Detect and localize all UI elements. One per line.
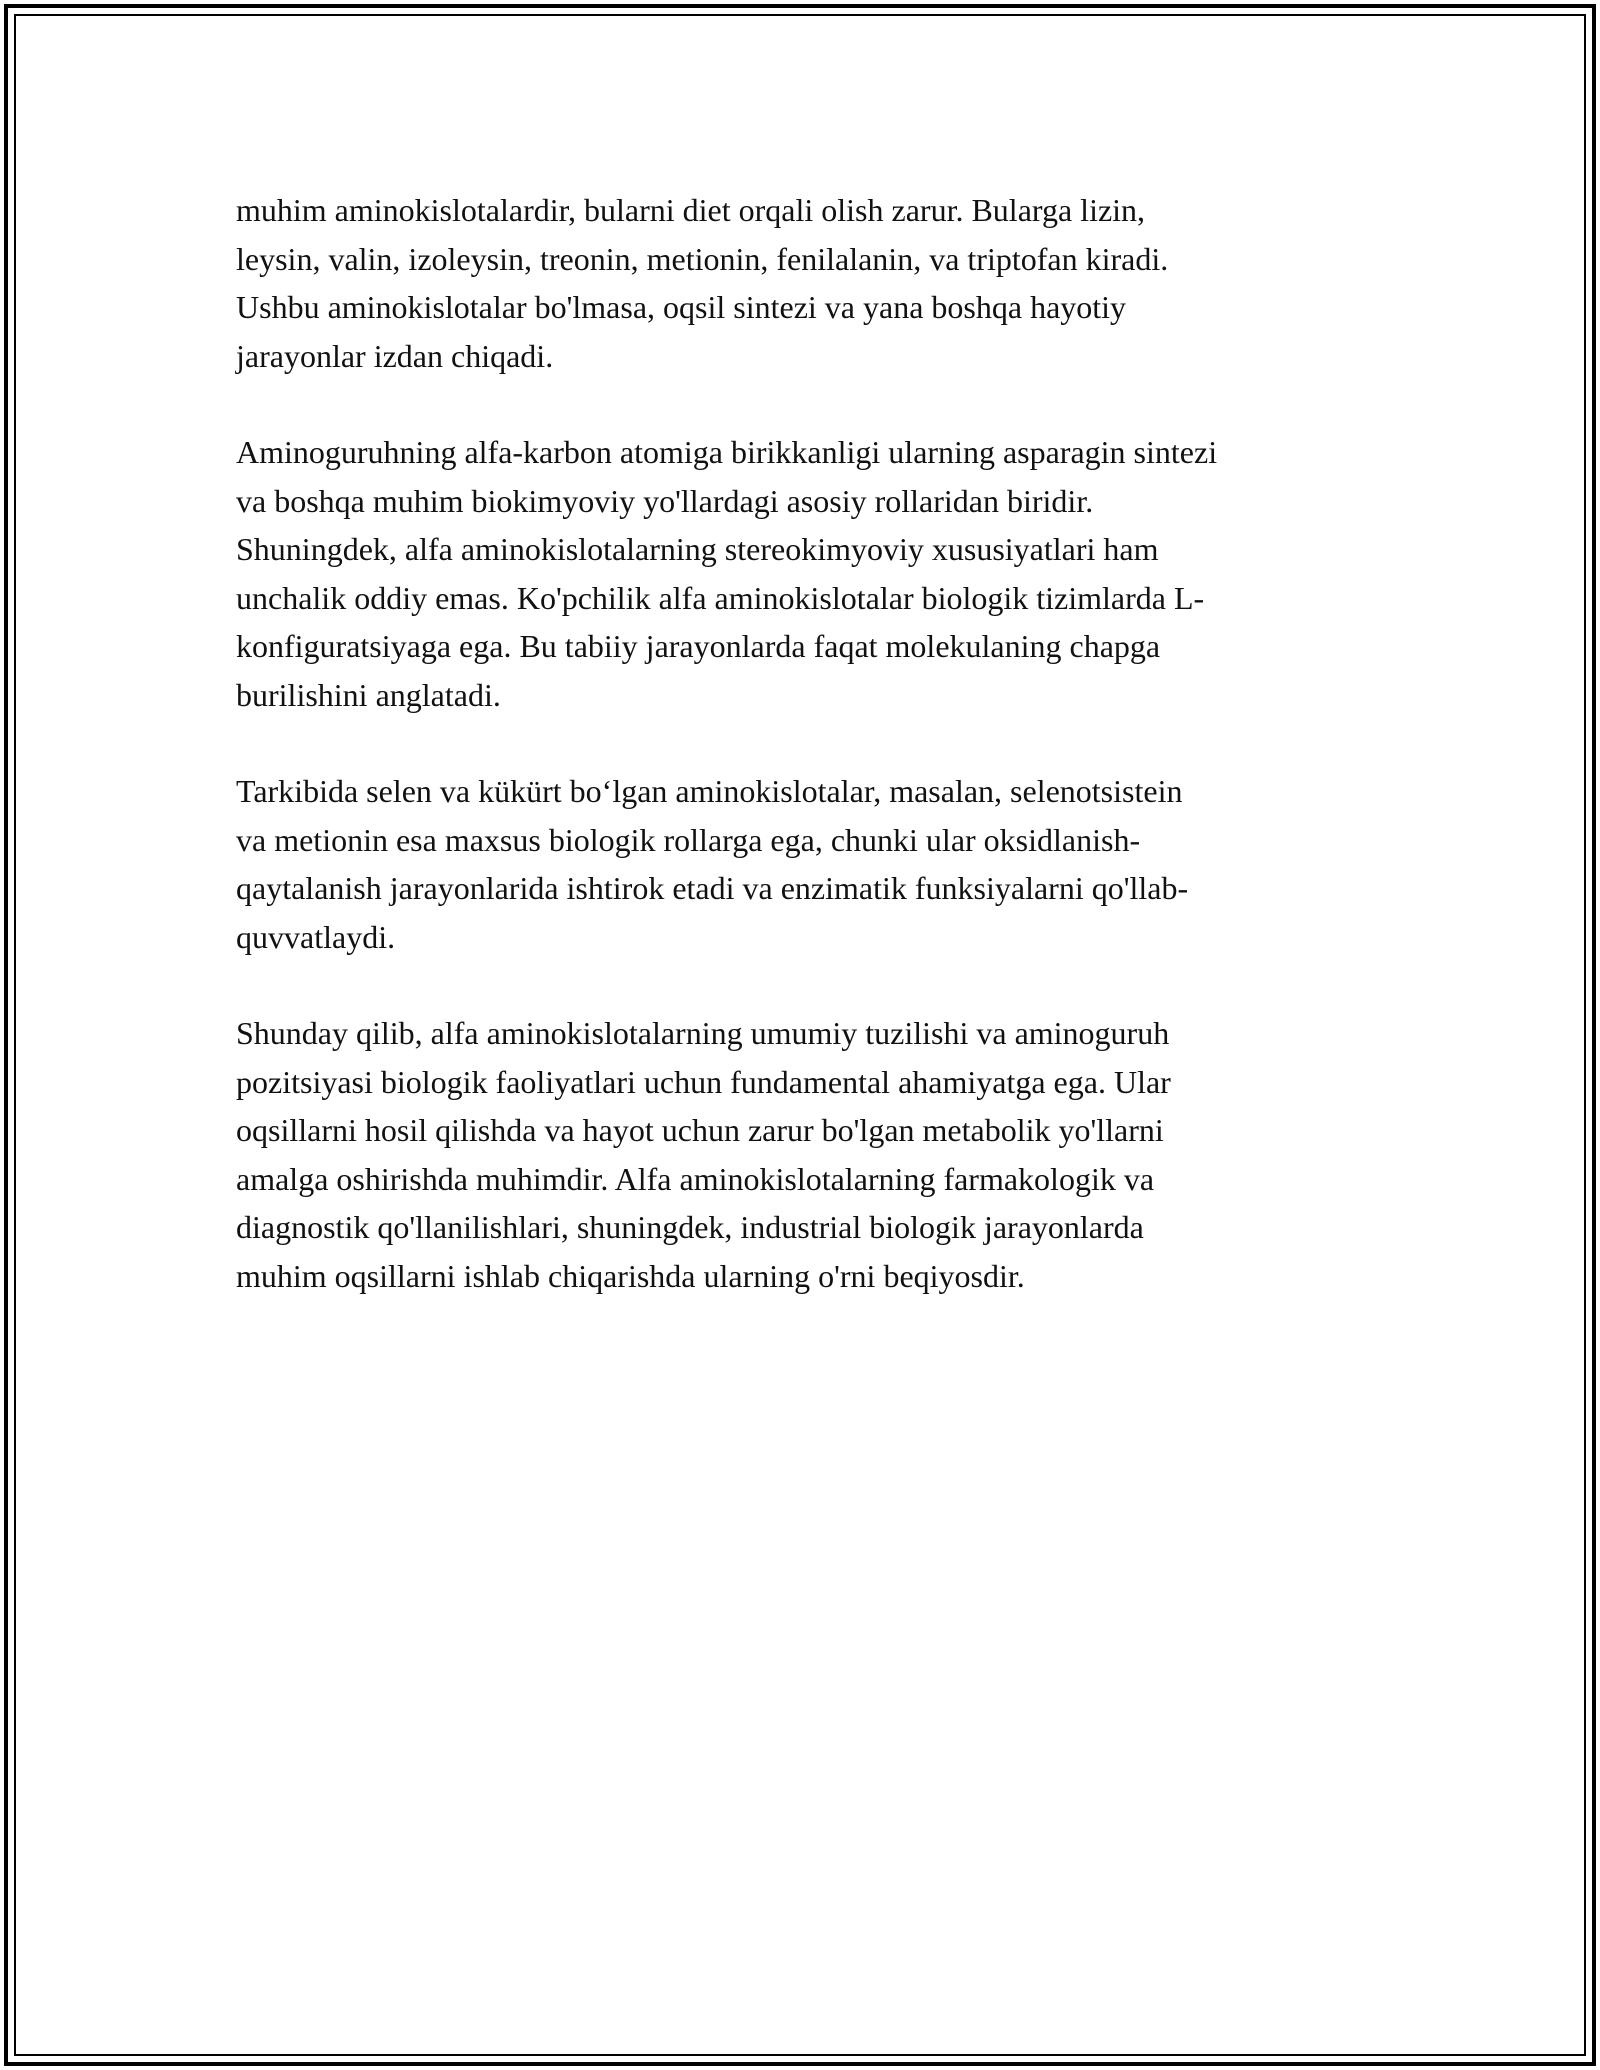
document-body [236,186,1386,1348]
text-line: pozitsiyasi biologik faoliyatlari uchun fundamental ahamiyatga ega. Ular [236,1063,1171,1100]
text-line: unchalik oddiy emas. Ko'pchilik alfa aminokislotalar biologik tizimlarda L- [236,579,1205,616]
text-line: leysin, valin, izoleysin, treonin, metionin, fenilalanin, va triptofan kiradi. [236,240,1169,277]
text-line: muhim aminokislotalardir, bularni diet orqali olish zarur. Bularga lizin, [236,192,1146,228]
text-line: amalga oshirishda muhimdir. Alfa aminokislotalarning farmakologik va [236,1160,1155,1197]
text-line: qaytalanish jarayonlarida ishtirok etadi va enzimatik funksiyalarni qo'llab- [236,870,1189,906]
text-line: Ushbu aminokislotalar bo'lmasa, oqsil sintezi va yana boshqa hayotiy [236,289,1127,325]
text-line: quvvatlaydi. [236,918,396,955]
text-line: jarayonlar izdan chiqadi. [236,337,554,374]
text-line: Aminoguruhning alfa-karbon atomiga birikkanligi ularning asparagin sintezi [236,434,1218,470]
text-line: Shuningdek, alfa aminokislotalarning stereokimyoviy xususiyatlari ham [236,531,1159,567]
paragraph-conclusion [236,1009,1386,1300]
text-line: Shunday qilib, alfa aminokislotalarning umumiy tuzilishi va aminoguruh [236,1015,1170,1051]
text-line: Tarkibida selen va kükürt bo‘lgan aminokislotalar, masalan, selenotsistein [236,773,1183,809]
paragraph-selenium-sulfur [236,767,1386,961]
text-line: va metionin esa maxsus biologik rollarga ega, chunki ular oksidlanish- [236,821,1141,858]
text-line: diagnostik qo'llanilishlari, shuningdek, industrial biologik jarayonlarda [236,1209,1144,1245]
text-line: burilishini anglatadi. [236,676,501,713]
text-line: muhim oqsillarni ishlab chiqarishda ularning o'rni beqiyosdir. [236,1257,1025,1294]
paragraph-alpha-carbon [236,428,1386,719]
paragraph-essential-amino-acids [236,186,1386,380]
text-line: konfiguratsiyaga ega. Bu tabiiy jarayonlarda faqat molekulaning chapga [236,628,1161,664]
text-line: va boshqa muhim biokimyoviy yo'llardagi asosiy rollaridan biridir. [236,482,1094,519]
text-line: oqsillarni hosil qilishda va hayot uchun zarur bo'lgan metabolik yo'llarni [236,1112,1164,1148]
